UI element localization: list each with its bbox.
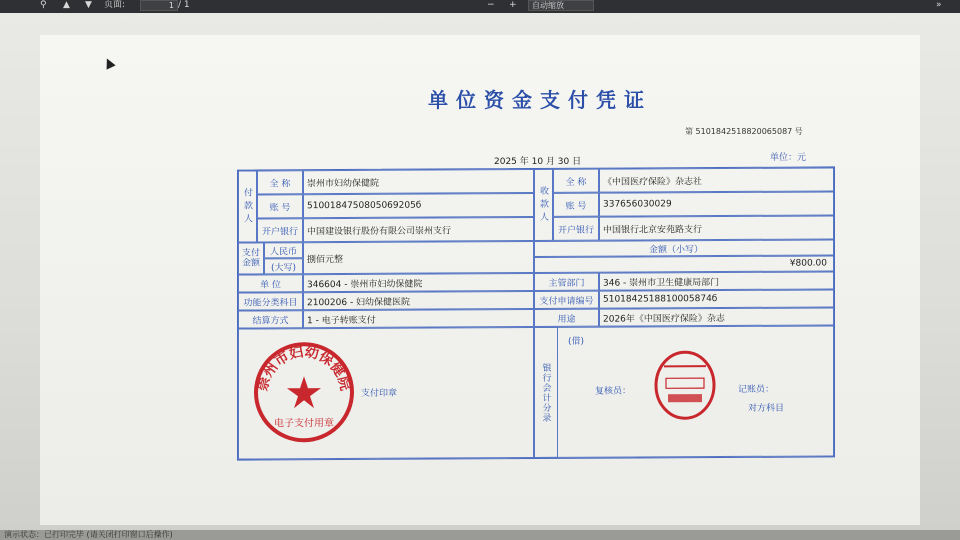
amount-lower: ¥800.00: [534, 255, 834, 273]
method-value: 1 - 电子转账支付: [303, 309, 534, 328]
contra-label: 对方科目: [748, 403, 785, 414]
payee-bank-label: 开户银行: [553, 217, 599, 241]
payer-account: 5100184750805069205б: [303, 193, 534, 218]
zoom-select[interactable]: 自动缩放: [528, 0, 594, 11]
payer-name: 崇州市妇幼保健院: [303, 169, 534, 194]
payer-seal-icon: [252, 340, 356, 445]
zoom-out-button[interactable]: −: [487, 0, 495, 10]
func-label: 功能分类科目: [238, 292, 303, 310]
page-total: / 1: [178, 0, 190, 10]
dept-label: 主管部门: [534, 273, 599, 291]
amount-upper-label: (大写): [264, 258, 303, 274]
method-label: 结算方式: [238, 310, 303, 328]
payee-group-label: 收款人: [534, 169, 553, 241]
zoom-in-button[interactable]: +: [509, 0, 517, 10]
document-title: 单位资金支付凭证: [428, 88, 652, 112]
bank-section-label: 银行会计分录: [534, 327, 558, 458]
payment-voucher-form: [237, 166, 835, 460]
amount-group-label: 支付金额: [238, 242, 264, 274]
unit-value: 346604 - 崇州市妇幼保健院: [303, 273, 534, 292]
func-value: 2100206 - 妇幼保健医院: [303, 291, 534, 310]
voucher-date: 2025 年 10 月 30 日: [494, 157, 582, 167]
page-label: 页面:: [104, 0, 126, 10]
unit-label: 单 位: [238, 274, 303, 292]
tools-menu-icon[interactable]: »: [936, 0, 942, 10]
page-up-icon[interactable]: ▲: [63, 0, 70, 10]
status-bar: 演示状态：已打印完毕 (请关闭打印窗口后操作): [0, 530, 960, 540]
page-number-input[interactable]: 1: [140, 0, 178, 11]
voucher-number: 第 5101842518820065087 号: [685, 127, 803, 136]
bank-seal-icon: [654, 350, 716, 420]
payee-account-label: 账 号: [553, 193, 599, 217]
payer-group-label: 付款人: [238, 170, 257, 242]
payer-seal-text: 崇州市妇幼保健院: [254, 344, 354, 393]
apply-value: 5101842518810005874б: [599, 289, 834, 308]
dept-value: 346 - 崇州市卫生健康局部门: [599, 271, 834, 290]
payer-bank: 中国建设银行股份有限公司崇州支行: [303, 217, 534, 242]
payer-bank-label: 开户银行: [257, 218, 303, 242]
currency-unit: 单位：元: [770, 153, 807, 163]
bookkeeper-label: 记账员：: [738, 384, 775, 395]
payee-name: 《中国医疗保险》杂志社: [599, 167, 834, 192]
payee-bank: 中国银行北京安苑路支行: [599, 215, 834, 240]
pdf-toolbar: [0, 0, 960, 13]
reviewer-label: 复核员：: [595, 386, 632, 397]
payee-account: 337656030029: [599, 191, 834, 216]
apply-label: 支付申请编号: [534, 291, 599, 309]
bank-borrow-label: (借): [568, 336, 585, 347]
search-icon[interactable]: ⚲: [40, 0, 47, 10]
usage-label: 用途: [534, 309, 599, 327]
payer-seal-bottom: 电子支付用章: [274, 418, 334, 430]
amount-rmb-label: 人民币: [264, 242, 303, 258]
amount-upper: 捌佰元整: [303, 241, 534, 274]
payer-account-label: 账 号: [257, 194, 303, 218]
usage-value: 2026年《中国医疗保险》杂志: [599, 307, 834, 326]
payment-seal-label: 支付印章: [361, 388, 398, 399]
payee-name-label: 全 称: [553, 169, 599, 193]
payer-name-label: 全 称: [257, 170, 303, 194]
amount-lower-label: 金额（小写）: [534, 239, 834, 257]
page-down-icon[interactable]: ▼: [85, 0, 92, 10]
